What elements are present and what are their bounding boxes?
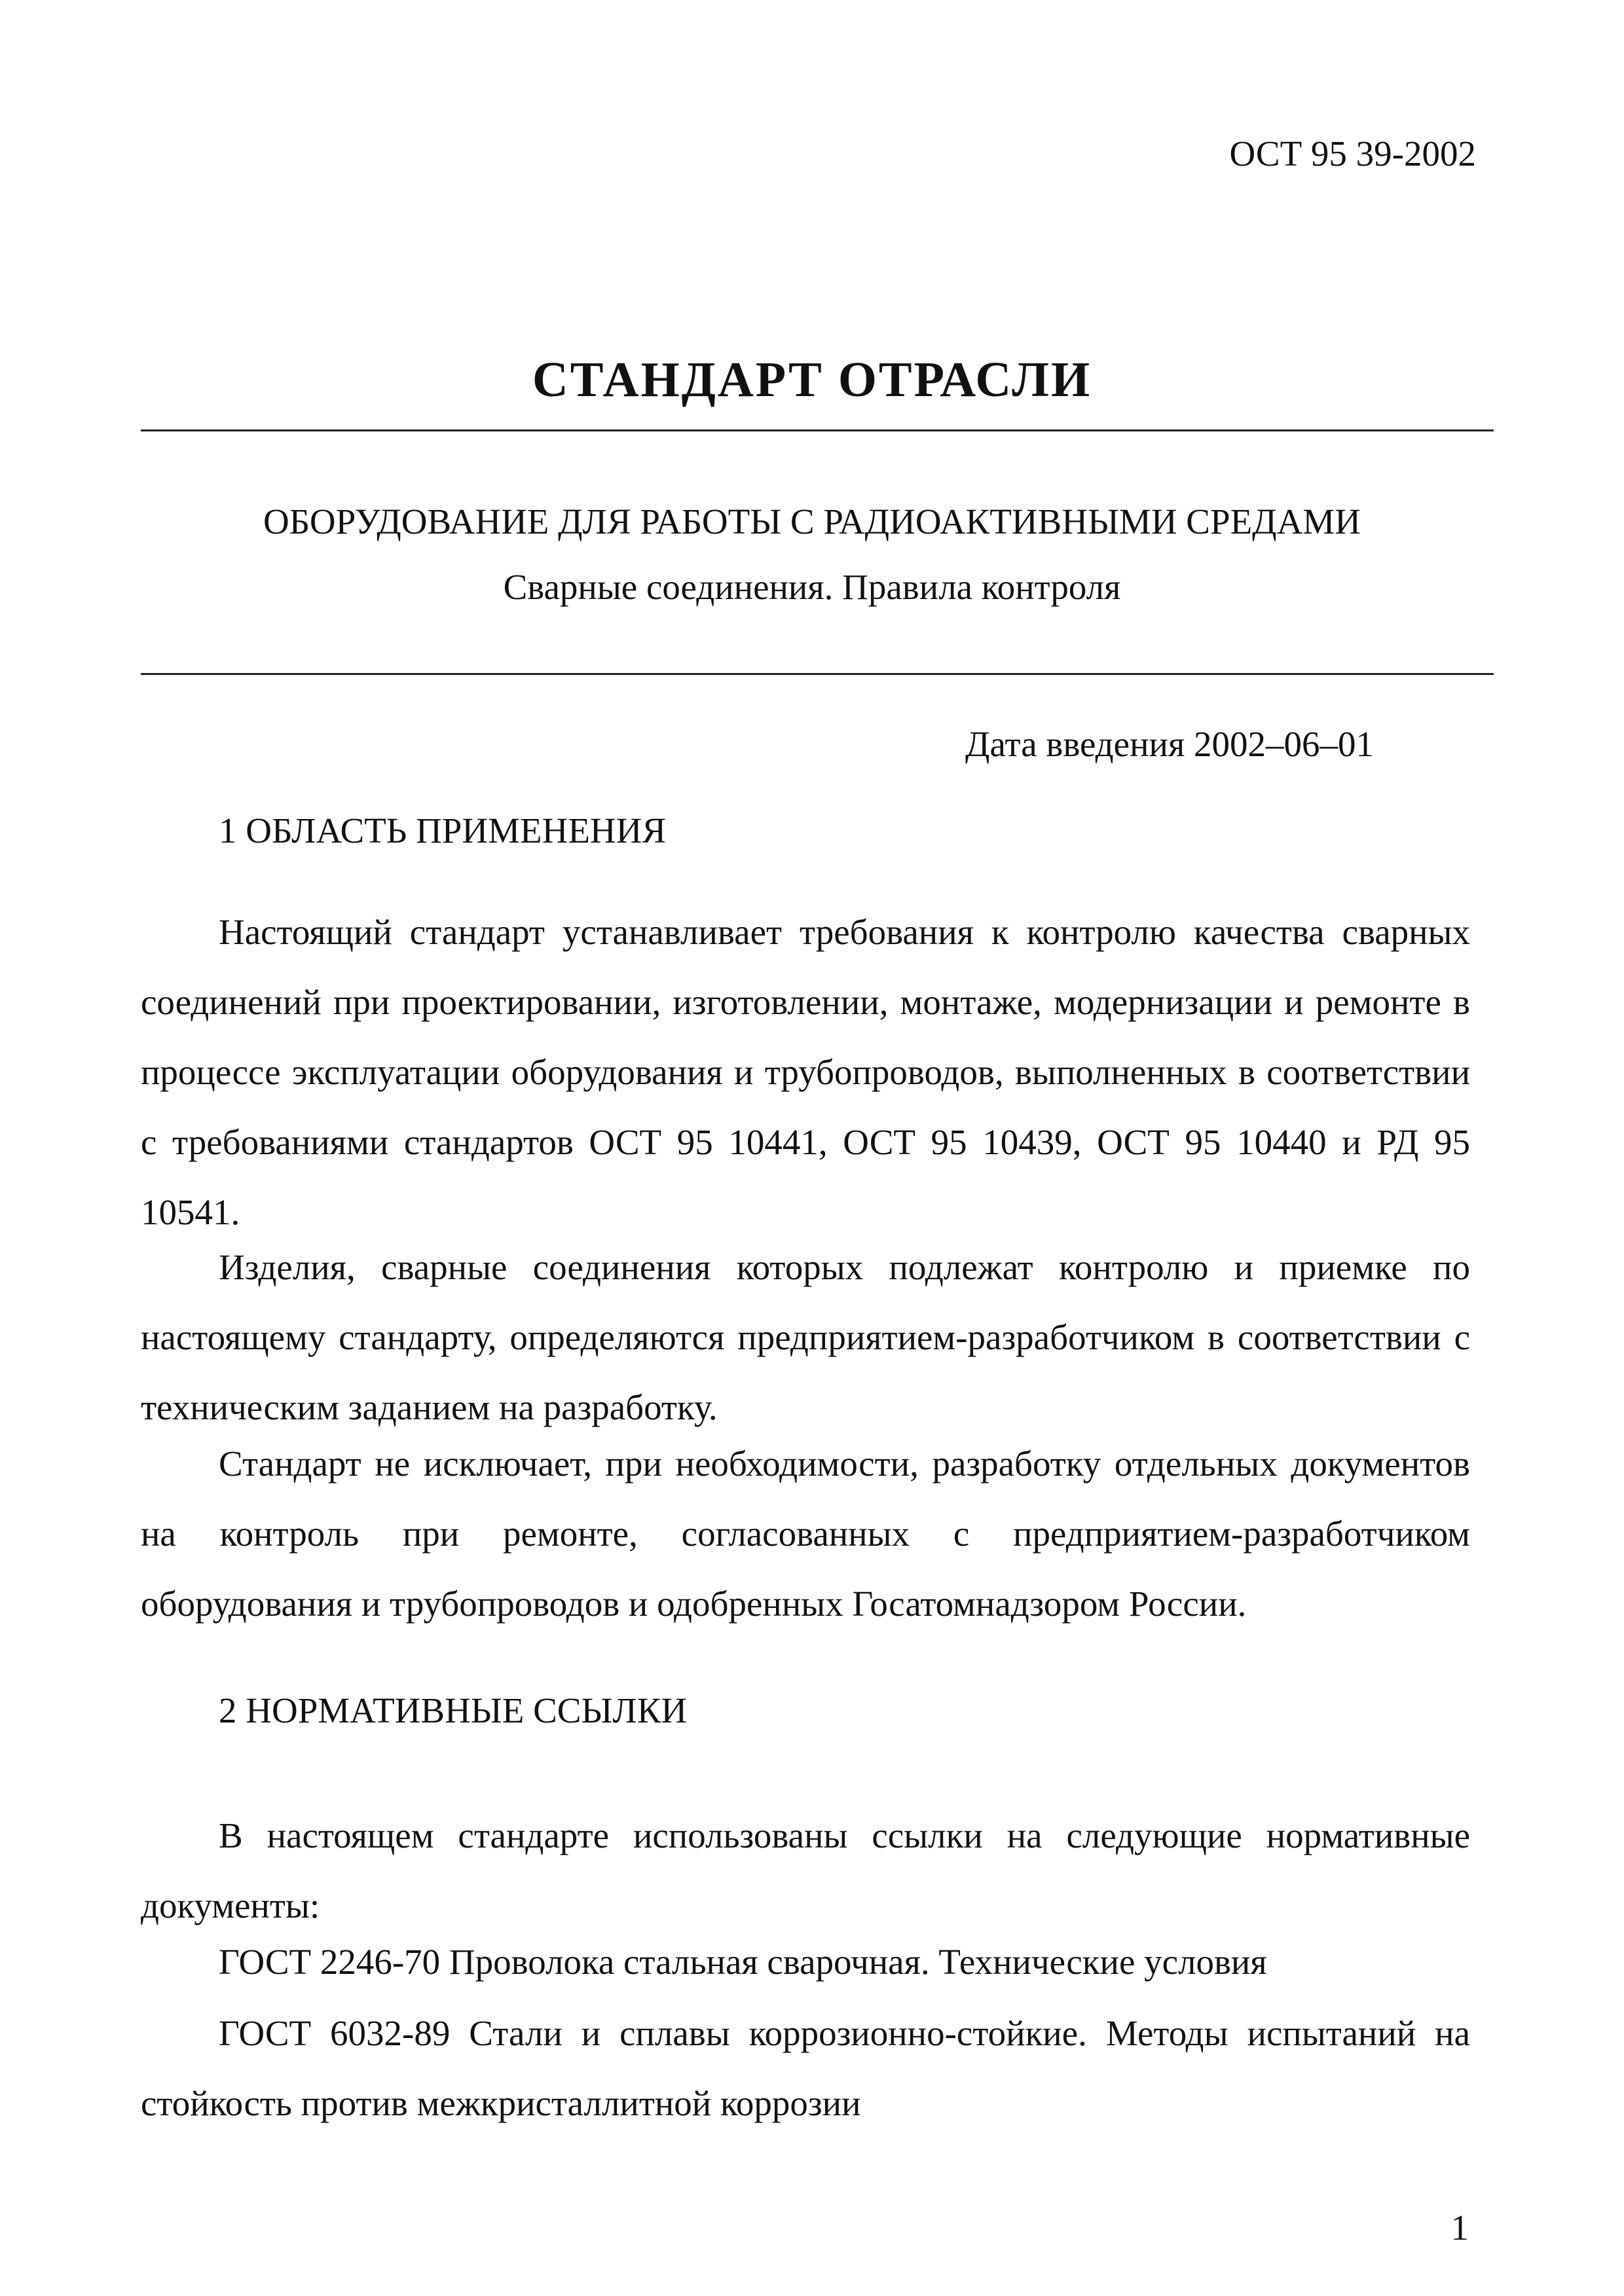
section-1-paragraph: Стандарт не исключает, при необходимости, разработку отдельных документов на контроль при ремонте, согласованных с предприятием-разработчиком оборудования и трубопроводов и одобренных Госатомнадзором России. bbox=[141, 1444, 1470, 1624]
document-title: СТАНДАРТ ОТРАСЛИ bbox=[532, 352, 1092, 407]
title-divider-top bbox=[141, 429, 1494, 431]
section-2-intro: В настоящем стандарте использованы ссылки на следующие нормативные документы: bbox=[141, 1815, 1470, 1925]
title-divider-bottom bbox=[141, 673, 1494, 675]
section-1-paragraph: Настоящий стандарт устанавливает требования к контролю качества сварных соединений при проектировании, изготовлении, монтаже, модернизации и ремонте в процессе эксплуатации оборудования и трубопроводов, выполненных в соответствии с требованиями стандартов ОСТ 95 10441, ОСТ 95 10439, ОСТ 95 10440 и РД 95 10541. bbox=[141, 912, 1470, 1232]
section-1-heading: 1 ОБЛАСТЬ ПРИМЕНЕНИЯ bbox=[219, 811, 667, 850]
section-2-heading: 2 НОРМАТИВНЫЕ ССЫЛКИ bbox=[219, 1690, 688, 1730]
page-number: 1 bbox=[1450, 2208, 1469, 2248]
document-code: ОСТ 95 39-2002 bbox=[1229, 134, 1476, 173]
document-subtitle: Сварные соединения. Правила контроля bbox=[503, 567, 1121, 607]
reference-item: ГОСТ 2246-70 Проволока стальная сварочная. Технические условия bbox=[219, 1942, 1267, 1982]
document-subject: ОБОРУДОВАНИЕ ДЛЯ РАБОТЫ С РАДИОАКТИВНЫМИ СРЕДАМИ bbox=[263, 501, 1361, 541]
introduction-date: Дата введения 2002–06–01 bbox=[965, 724, 1374, 764]
reference-item: ГОСТ 6032-89 Стали и сплавы коррозионно-стойкие. Методы испытаний на стойкость против межкристаллитной коррозии bbox=[141, 2013, 1470, 2123]
section-1-paragraph: Изделия, сварные соединения которых подлежат контролю и приемке по настоящему стандарту, определяются предприятием-разработчиком в соответствии с техническим заданием на разработку. bbox=[141, 1247, 1470, 1427]
